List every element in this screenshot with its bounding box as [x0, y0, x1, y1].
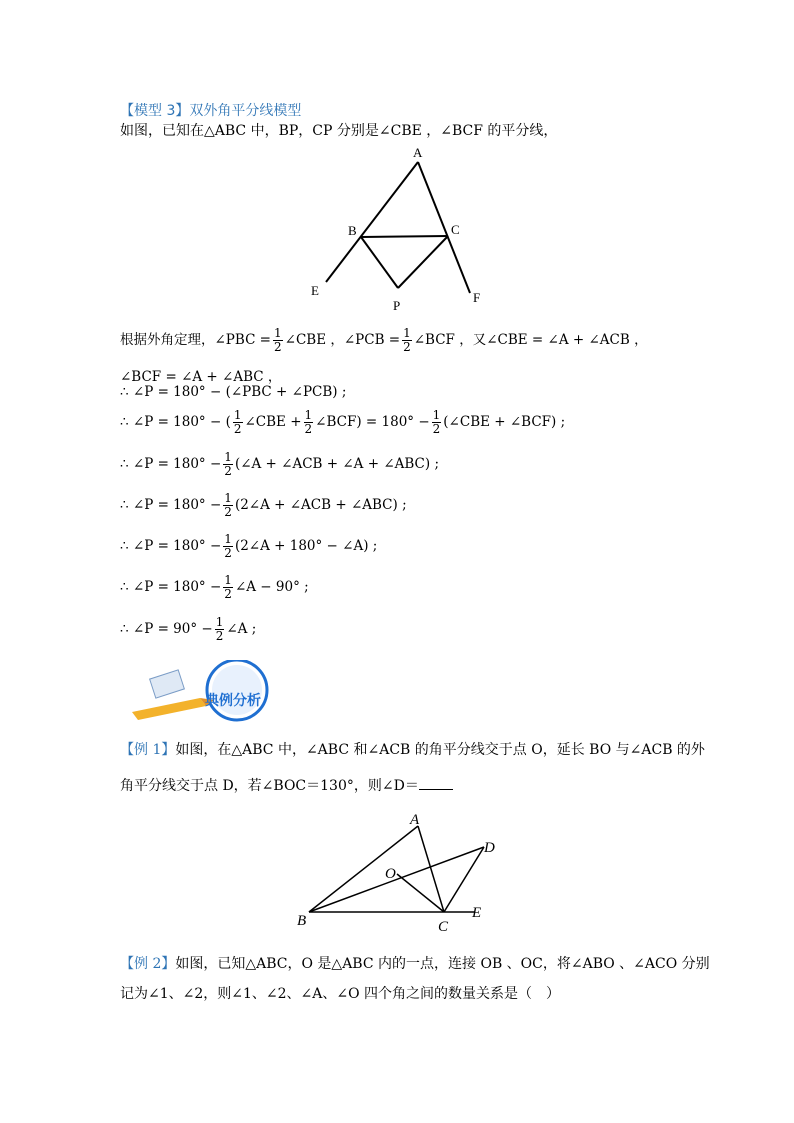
- figure-external-bisectors: [300, 140, 500, 315]
- label-E: E: [311, 283, 319, 298]
- label-A: A: [413, 145, 423, 160]
- example2-label: 【例 2】: [120, 956, 176, 972]
- label-B: B: [348, 223, 357, 238]
- label-O2: O: [385, 866, 396, 882]
- intro-text: 如图，已知在△ABC 中，BP，CP 分别是∠CBE ，∠BCF 的平分线，: [120, 123, 558, 139]
- derivation-line-2: ∠BCF = ∠A + ∠ABC ，: [120, 369, 282, 385]
- example1-label: 【例 1】: [120, 742, 176, 758]
- figure-example1: [290, 805, 500, 935]
- derivation-line-1: 根据外角定理，∠PBC = $\frac{1}{2}$ ∠CBE ，∠PCB = $\frac{1}{2}$ ∠BCF ，又∠CBE = ∠A + ∠ACB ，: [120, 326, 648, 354]
- label-D2: D: [484, 840, 495, 856]
- example1-line2: 角平分线交于点 D，若∠BOC＝130°，则∠D＝: [120, 775, 453, 795]
- derivation-line-8: ∴ ∠P = 180° − $\frac{1}{2}$ ∠A − 90° ;: [120, 573, 309, 601]
- label-P: P: [393, 298, 401, 313]
- example2-line1: 【例 2】如图，已知△ABC，O 是△ABC 内的一点，连接 OB 、OC，将∠ABO 、∠ACO 分别: [120, 956, 710, 972]
- label-B2: B: [297, 913, 307, 929]
- derivation-line-6: ∴ ∠P = 180° − $\frac{1}{2}$ (2∠A + ∠ACB + ∠ABC) ;: [120, 491, 407, 519]
- derivation-line-9: ∴ ∠P = 90° − $\frac{1}{2}$ ∠A ;: [120, 615, 257, 643]
- model-title: 【模型 3】双外角平分线模型: [120, 103, 302, 119]
- derivation-line-4: ∴ ∠P = 180° − ( $\frac{1}{2}$ ∠CBE + $\frac{1}{2}$ ∠BCF) = 180° − $\frac{1}{2}$ (∠CBE + ∠BCF) ;: [120, 408, 566, 436]
- badge-label: 典例分析: [205, 693, 261, 709]
- answer-blank[interactable]: [419, 777, 453, 790]
- label-E2: E: [472, 905, 482, 921]
- label-F: F: [473, 290, 481, 305]
- derivation-line-7: ∴ ∠P = 180° − $\frac{1}{2}$ (2∠A + 180° − ∠A) ;: [120, 532, 378, 560]
- example1-line1: 【例 1】如图，在△ABC 中，∠ABC 和∠ACB 的角平分线交于点 O，延长 BO 与∠ACB 的外: [120, 742, 705, 758]
- label-C: C: [451, 222, 460, 237]
- label-A2: A: [410, 812, 420, 828]
- example2-line2: 记为∠1、∠2，则∠1、∠2、∠A、∠O 四个角之间的数量关系是（ ）: [120, 986, 561, 1002]
- label-C2: C: [438, 919, 449, 935]
- derivation-line-3: ∴ ∠P = 180° − (∠PBC + ∠PCB) ;: [120, 384, 347, 400]
- derivation-line-5: ∴ ∠P = 180° − $\frac{1}{2}$ (∠A + ∠ACB + ∠A + ∠ABC) ;: [120, 450, 439, 478]
